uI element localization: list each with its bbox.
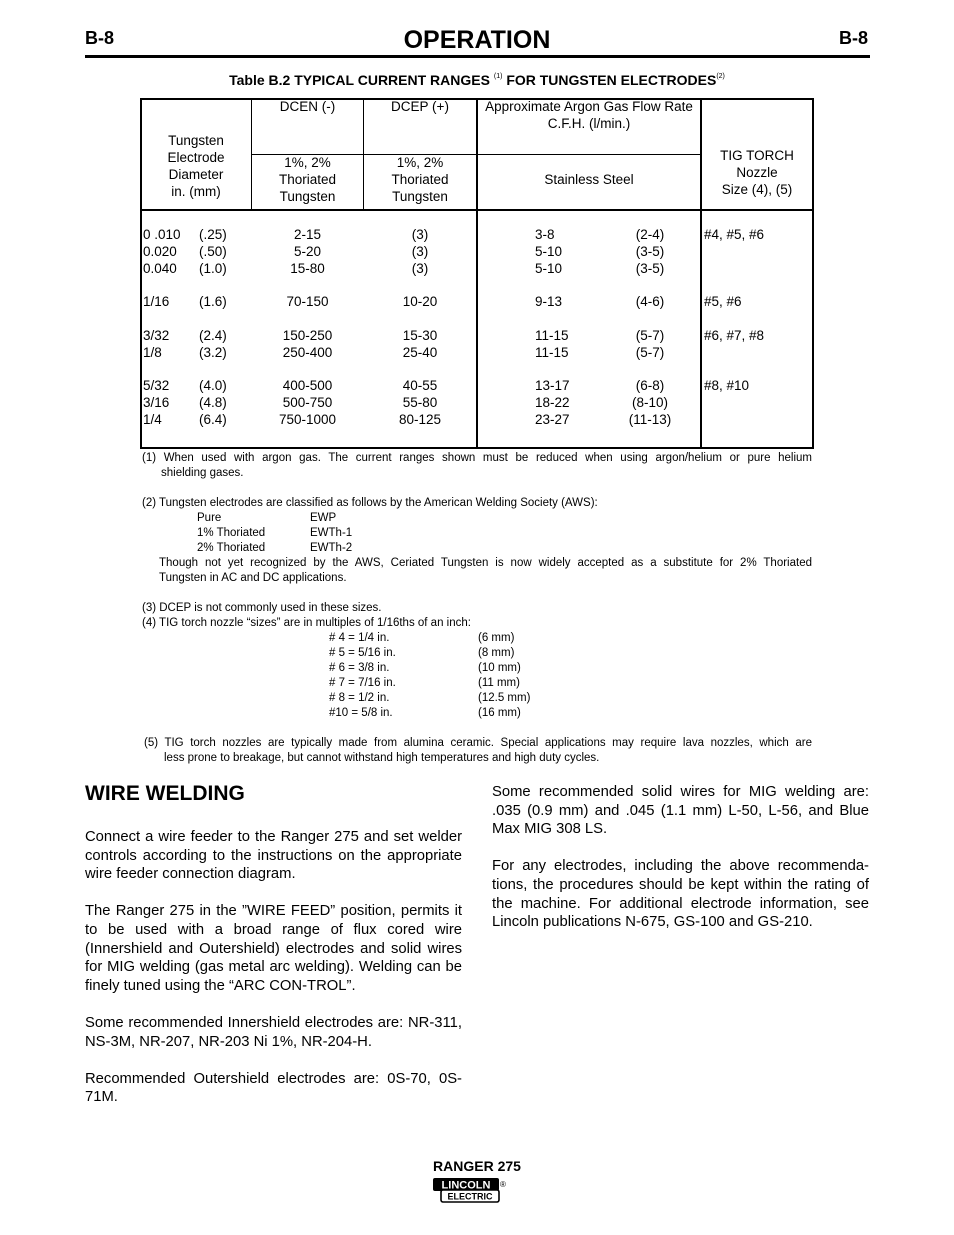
table-cell: 1/8 xyxy=(143,344,162,360)
table-cell xyxy=(199,277,249,294)
page-number-right: B-8 xyxy=(838,28,868,48)
table-cell: 13-17 xyxy=(535,378,570,394)
table-cell xyxy=(535,361,615,378)
table-cell: 11-15 xyxy=(535,344,569,360)
header-dcep: DCEP (+) xyxy=(391,99,449,114)
paragraph: Connect a wire feeder to the Ranger 275 and set welder controls according to the instructions on the appropriate wire feeder connection diagram. xyxy=(85,829,462,883)
table-cell xyxy=(143,311,198,328)
table-cell: (3) xyxy=(411,243,429,259)
table-cell: 750-1000 xyxy=(278,411,337,427)
table-cell xyxy=(535,277,615,294)
table-cell: (3) xyxy=(411,260,429,276)
footnote-2-note-line1: Though not yet recognized by the AWS, Ceriated Tungsten is now widely accepted as a substitute for 2% Thoriated xyxy=(159,557,812,569)
table-cell: 23-27 xyxy=(535,411,570,427)
paragraph: Recommended Outershield electrodes are: 0S-70, 0S-71M. xyxy=(85,1070,462,1106)
table-cell: (4-6) xyxy=(635,294,665,310)
table-cell: 3-8 xyxy=(535,227,555,242)
footnote-2-intro: (2) Tungsten electrodes are classified as follows by the American Welding Society (AWS): xyxy=(142,497,598,509)
col-diameter-mm xyxy=(199,227,249,429)
footnote-2-note-line2: Tungsten in AC and DC applications. xyxy=(159,572,347,584)
svg-text:ELECTRIC: ELECTRIC xyxy=(447,1191,493,1202)
table-cell: 3/16 xyxy=(143,394,170,410)
table-cell xyxy=(704,311,812,328)
header-stainless-steel: Stainless Steel xyxy=(544,172,634,187)
page-number-left: B-8 xyxy=(85,28,115,48)
table-cell xyxy=(252,311,363,328)
table-cell xyxy=(704,261,812,278)
table-cell: 0 .010 xyxy=(143,227,181,242)
table-cell: (6.4) xyxy=(199,411,227,427)
table-caption: Table B.2 TYPICAL CURRENT RANGES $^{(1)}$ FOR TUNGSTEN ELECTRODES$^{(2)}$ xyxy=(229,72,725,88)
section-heading-wire-welding: WIRE WELDING xyxy=(85,782,245,805)
footnote-5-line1: (5) TIG torch nozzles are typically made from alumina ceramic. Special applications may require lava nozzles, which are xyxy=(144,737,812,749)
table-cell: (2.4) xyxy=(199,327,227,343)
table-cell: 5-10 xyxy=(535,260,563,276)
table-cell: #6, #7, #8 xyxy=(704,327,765,343)
table-cell xyxy=(704,361,812,378)
table-cell xyxy=(620,311,680,328)
table-cell: 5-20 xyxy=(293,243,322,259)
table-cell: #8, #10 xyxy=(704,378,750,394)
table-cell: (3-5) xyxy=(635,243,665,259)
header-dcep-sub: 1%, 2% Thoriated Tungsten xyxy=(391,155,449,204)
table-cell xyxy=(535,311,615,328)
table-cell xyxy=(252,277,363,294)
table-cell: (.50) xyxy=(199,243,227,259)
table-cell: #4, #5, #6 xyxy=(704,227,765,242)
table-cell: 15-80 xyxy=(290,260,325,276)
table-cell: 0.040 xyxy=(143,260,177,276)
table-cell: (3-5) xyxy=(635,260,665,276)
table-cell: 1/16 xyxy=(143,294,170,310)
table-cell: (5-7) xyxy=(635,344,665,360)
table-cell: 18-22 xyxy=(535,394,570,410)
table-cell xyxy=(620,277,680,294)
table-cell xyxy=(199,311,249,328)
table-cell xyxy=(620,361,680,378)
table-cell xyxy=(704,277,812,294)
table-cell xyxy=(704,345,812,362)
table-cell: 1/4 xyxy=(143,411,162,427)
header-electrode-diameter: Tungsten Electrode Diameter in. (mm) xyxy=(167,133,225,199)
footnote-5-line2: less prone to breakage, but cannot withstand high temperatures and high duty cycles. xyxy=(164,752,600,764)
footnote-1-line2: shielding gases. xyxy=(161,467,244,479)
table-cell: (8-10) xyxy=(631,394,668,410)
paragraph: Some recommended Innershield electrodes are: NR-311, NS-3M, NR-207, NR-203 Ni 1%, NR-204-H. xyxy=(85,1014,462,1050)
table-cell: (.25) xyxy=(199,227,227,242)
table-cell: 400-500 xyxy=(282,378,333,394)
table-cell xyxy=(704,412,812,429)
table-cell: 3/32 xyxy=(143,327,170,343)
table-cell: 250-400 xyxy=(282,344,333,360)
table-cell: (2-4) xyxy=(635,227,665,242)
svg-text:®: ® xyxy=(500,1180,506,1189)
col-nozzle xyxy=(704,227,812,429)
footnote-3: (3) DCEP is not commonly used in these sizes. xyxy=(142,602,382,614)
col-flow-lmin xyxy=(620,227,680,429)
table-header-rule xyxy=(140,209,814,211)
table-cell: 10-20 xyxy=(402,294,438,310)
table-cell xyxy=(252,361,363,378)
table-cell: 11-15 xyxy=(535,327,569,343)
table-cell xyxy=(143,277,198,294)
footnote-4-intro: (4) TIG torch nozzle “sizes” are in multiples of 1/16ths of an inch: xyxy=(142,617,471,629)
header-nozzle: TIG TORCH Nozzle Size (4), (5) xyxy=(720,148,794,197)
col-dcep xyxy=(364,227,476,429)
paragraph: The Ranger 275 in the ”WIRE FEED” position, permits it to be used with a broad range of flux cored wire (Innershield and Outershield) electrodes and solid wires for MIG welding (gas metal arc welding). Welding can be finely tuned using the “ARC CON-TROL”. xyxy=(85,903,462,994)
table-cell xyxy=(364,361,476,378)
footer-model-name: RANGER 275 xyxy=(433,1158,521,1174)
table-cell: (11-13) xyxy=(628,411,672,427)
table-cell xyxy=(704,244,812,261)
footnote-1-line1: (1) When used with argon gas. The current ranges shown must be reduced when using argon/helium or pure helium xyxy=(142,452,812,464)
lincoln-electric-logo xyxy=(432,1177,508,1204)
table-cell: (5-7) xyxy=(635,327,665,343)
footnote-2-classes: Pure EWP 1% Thoriated EWTh-1 2% Thoriated EWTh-2 xyxy=(197,512,353,554)
table-divider xyxy=(476,98,478,449)
paragraph: For any electrodes, including the above recommenda-tions, the procedures should be kept within the rating of the machine. For additional electrode information, see Lincoln publications N-675, GS-100 and GS-210. xyxy=(492,858,869,931)
table-cell: 40-55 xyxy=(402,378,438,394)
table-cell: (6-8) xyxy=(635,378,665,394)
header-rule xyxy=(85,55,870,58)
table-cell: 500-750 xyxy=(282,394,333,410)
wire-welding-left-column xyxy=(85,828,462,1126)
table-cell: 5-10 xyxy=(535,243,563,259)
table-cell: 150-250 xyxy=(282,327,333,343)
col-diameter-in xyxy=(143,227,198,429)
table-cell: 2-15 xyxy=(293,227,322,242)
svg-text:LINCOLN: LINCOLN xyxy=(441,1179,491,1192)
table-cell: 55-80 xyxy=(402,394,438,410)
table-cell: (4.8) xyxy=(199,394,227,410)
table-cell xyxy=(364,277,476,294)
footnote-4-sizes: # 4 = 1/4 in. (6 mm) # 5 = 5/16 in. (8 mm) # 6 = 3/8 in. (10 mm) # 7 = 7/16 in. (11 mm) # 8 = 1/2 in. (12.5 mm) #10 = 5/8 in. (16 mm) xyxy=(329,632,531,719)
header-dcen: DCEN (-) xyxy=(279,99,336,114)
wire-welding-right-column xyxy=(492,783,869,950)
table-cell: (4.0) xyxy=(199,378,227,394)
col-flow-cfh xyxy=(535,227,615,429)
table-cell xyxy=(364,311,476,328)
table-cell: 80-125 xyxy=(398,411,442,427)
table-cell: (1.0) xyxy=(199,260,227,276)
page-title: OPERATION xyxy=(403,26,551,54)
table-cell: (1.6) xyxy=(199,294,227,310)
header-dcen-sub: 1%, 2% Thoriated Tungsten xyxy=(278,155,337,204)
paragraph: Some recommended solid wires for MIG welding are: .035 (0.9 mm) and .045 (1.1 mm) L-50, L-56, and Blue Max MIG 308 LS. xyxy=(492,784,869,838)
table-cell: 5/32 xyxy=(143,378,170,394)
header-argon-flow: Approximate Argon Gas Flow Rate C.F.H. (l/min.) xyxy=(485,99,693,131)
table-cell xyxy=(704,395,812,412)
table-cell: (3.2) xyxy=(199,344,227,360)
table-cell xyxy=(199,361,249,378)
table-cell: 0.020 xyxy=(143,243,177,259)
table-cell: (3) xyxy=(411,227,429,242)
table-cell: 15-30 xyxy=(402,327,438,343)
table-cell: 70-150 xyxy=(286,294,329,310)
table-cell: 25-40 xyxy=(402,344,438,360)
col-dcen xyxy=(252,227,363,429)
table-cell: 9-13 xyxy=(535,294,563,310)
table-cell: #5, #6 xyxy=(704,294,742,310)
table-cell xyxy=(143,361,198,378)
